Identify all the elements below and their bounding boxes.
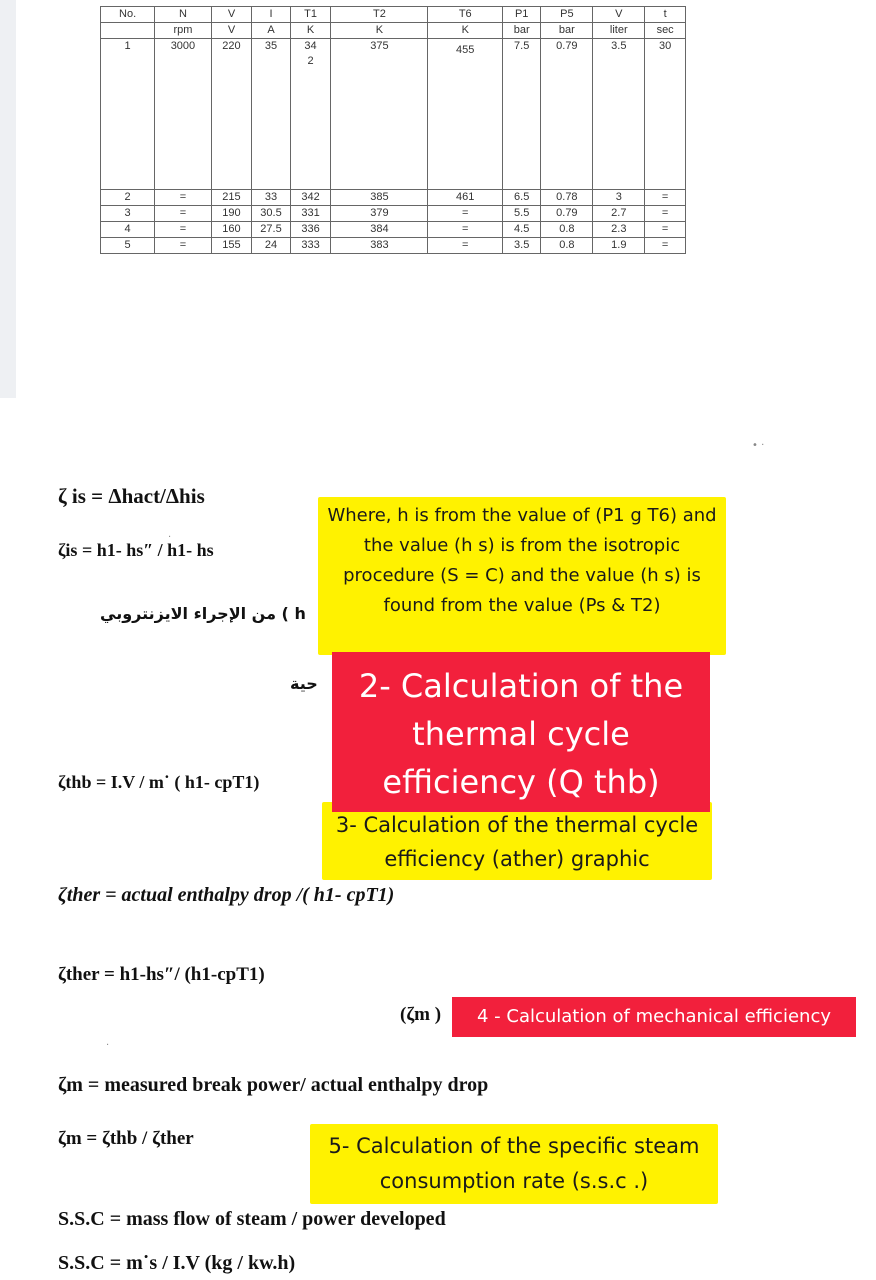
table-cell: 331 bbox=[290, 206, 331, 222]
table-cell: 379 bbox=[331, 206, 428, 222]
col-header: T2 bbox=[331, 7, 428, 23]
table-cell: 35 bbox=[252, 39, 290, 190]
table-cell: 5.5 bbox=[503, 206, 541, 222]
table-cell: 333 bbox=[290, 238, 331, 254]
graphic-efficiency-text: 3- Calculation of the thermal cycle efficiency (ather) graphic bbox=[335, 813, 699, 871]
table-row bbox=[101, 222, 686, 238]
thermal-cycle-title-box bbox=[332, 652, 710, 812]
table-cell: 3 bbox=[593, 190, 645, 206]
table-cell: 3.5 bbox=[593, 39, 645, 190]
table-cell: 160 bbox=[211, 222, 252, 238]
unit-cell bbox=[101, 23, 155, 39]
table-cell: 375 bbox=[331, 39, 428, 190]
table-row bbox=[101, 190, 686, 206]
table-cell: 4.5 bbox=[503, 222, 541, 238]
unit-cell: bar bbox=[503, 23, 541, 39]
unit-cell: sec bbox=[645, 23, 686, 39]
table-cell: 27.5 bbox=[252, 222, 290, 238]
isentropic-efficiency-formula: ζis = h1- hs″ / h1- hs bbox=[58, 540, 214, 560]
t1-value: 34 bbox=[304, 40, 317, 52]
table-cell: 383 bbox=[331, 238, 428, 254]
table-cell: = bbox=[428, 238, 503, 254]
where-note-text: Where, h is from the value of (P1 g T6) and the value (h s) is from the isotropic procedure (S = C) and the value (h s) is found from the value (Ps & T2) bbox=[327, 505, 717, 616]
unit-cell: bar bbox=[541, 23, 593, 39]
unit-cell: K bbox=[331, 23, 428, 39]
table-cell: 30 bbox=[645, 39, 686, 190]
table-cell: 2.3 bbox=[593, 222, 645, 238]
table-cell: 33 bbox=[252, 190, 290, 206]
table-row bbox=[101, 39, 686, 190]
table-cell: 0.78 bbox=[541, 190, 593, 206]
unit-cell: V bbox=[211, 23, 252, 39]
col-header: V bbox=[211, 7, 252, 23]
mechanical-efficiency-symbol: (ζm ) bbox=[400, 1004, 442, 1025]
ssc-note-text: 5- Calculation of the specific steam consumption rate (s.s.c .) bbox=[328, 1134, 700, 1193]
col-header: P1 bbox=[503, 7, 541, 23]
col-header: P5 bbox=[541, 7, 593, 23]
table-cell: 215 bbox=[211, 190, 252, 206]
table-row bbox=[101, 238, 686, 254]
table-cell: 1.9 bbox=[593, 238, 645, 254]
table-cell: 0.8 bbox=[541, 238, 593, 254]
table-cell: = bbox=[645, 206, 686, 222]
table-cell: = bbox=[155, 238, 211, 254]
table-cell: = bbox=[645, 190, 686, 206]
arabic-isentropic-note: h ) من الإجراء الايزنتروبي bbox=[100, 604, 306, 623]
table-cell: 220 bbox=[211, 39, 252, 190]
table-cell: 1 bbox=[101, 39, 155, 190]
table-cell: 6.5 bbox=[503, 190, 541, 206]
mechanical-efficiency-title: 4 - Calculation of mechanical efficiency bbox=[476, 1006, 831, 1027]
table-cell: 2 bbox=[101, 190, 155, 206]
table-cell: 0.79 bbox=[541, 206, 593, 222]
table-cell: = bbox=[155, 222, 211, 238]
unit-cell: rpm bbox=[155, 23, 211, 39]
mechanical-efficiency-formula: ζm = ζthb / ζther bbox=[58, 1128, 194, 1149]
col-header: T1 bbox=[290, 7, 331, 23]
ssc-formula: S.S.C = m˙s / I.V (kg / kw.h) bbox=[58, 1252, 296, 1274]
ssc-note-box bbox=[310, 1124, 718, 1204]
table-cell: 336 bbox=[290, 222, 331, 238]
table-row bbox=[101, 206, 686, 222]
table-cell: = bbox=[428, 222, 503, 238]
table-cell: = bbox=[155, 206, 211, 222]
table-cell: 0.8 bbox=[541, 222, 593, 238]
scan-speck: • · bbox=[752, 440, 765, 451]
col-header: T6 bbox=[428, 7, 503, 23]
unit-cell: liter bbox=[593, 23, 645, 39]
table-cell: 4 bbox=[101, 222, 155, 238]
arabic-fragment: حية bbox=[290, 674, 318, 693]
table-cell: 155 bbox=[211, 238, 252, 254]
table-cell: 3 bbox=[101, 206, 155, 222]
table-cell: 24 bbox=[252, 238, 290, 254]
col-header: I bbox=[252, 7, 290, 23]
table-cell: 2.7 bbox=[593, 206, 645, 222]
left-gray-strip bbox=[0, 0, 16, 398]
t1-value-wrap: 2 bbox=[307, 55, 314, 67]
table-cell: = bbox=[155, 190, 211, 206]
thermal-cycle-efficiency-formula: ζthb = I.V / m˙ ( h1- cpT1) bbox=[58, 772, 260, 792]
table-cell: 30.5 bbox=[252, 206, 290, 222]
table-cell bbox=[290, 39, 331, 190]
scan-speck: · bbox=[106, 1040, 110, 1051]
table-cell: = bbox=[645, 238, 686, 254]
graphic-efficiency-box bbox=[322, 802, 712, 880]
thermal-efficiency-definition: ζther = actual enthalpy drop /( h1- cpT1) bbox=[58, 884, 395, 906]
table-cell: 3.5 bbox=[503, 238, 541, 254]
table-header-row bbox=[101, 7, 686, 23]
col-header: N bbox=[155, 7, 211, 23]
table-cell: 7.5 bbox=[503, 39, 541, 190]
table-cell: 342 bbox=[290, 190, 331, 206]
unit-cell: K bbox=[428, 23, 503, 39]
col-header: No. bbox=[101, 7, 155, 23]
where-note-box bbox=[318, 497, 726, 655]
table-cell: 5 bbox=[101, 238, 155, 254]
table-cell: 385 bbox=[331, 190, 428, 206]
table-cell: 0.79 bbox=[541, 39, 593, 190]
table-cell: = bbox=[428, 206, 503, 222]
isentropic-efficiency-definition: ζ is = Δhact/Δhis bbox=[58, 484, 205, 508]
thermal-cycle-title: 2- Calculation of the thermal cycle efficiency (Q thb) bbox=[358, 667, 684, 801]
unit-cell: K bbox=[290, 23, 331, 39]
table-cell: 461 bbox=[428, 190, 503, 206]
col-header: t bbox=[645, 7, 686, 23]
ssc-definition: S.S.C = mass flow of steam / power developed bbox=[58, 1208, 446, 1230]
unit-cell: A bbox=[252, 23, 290, 39]
table-cell: 455 bbox=[428, 39, 503, 190]
mechanical-efficiency-definition: ζm = measured break power/ actual enthalpy drop bbox=[58, 1074, 489, 1096]
table-cell: = bbox=[645, 222, 686, 238]
mechanical-efficiency-box bbox=[452, 997, 856, 1037]
thermal-efficiency-formula: ζther = h1-hs″/ (h1-cpT1) bbox=[58, 964, 265, 985]
table-cell: 190 bbox=[211, 206, 252, 222]
table-cell: 3000 bbox=[155, 39, 211, 190]
experiment-data-table bbox=[100, 6, 686, 254]
table-units-row bbox=[101, 23, 686, 39]
scan-speck: · bbox=[168, 532, 172, 543]
table-cell: 384 bbox=[331, 222, 428, 238]
col-header: V bbox=[593, 7, 645, 23]
